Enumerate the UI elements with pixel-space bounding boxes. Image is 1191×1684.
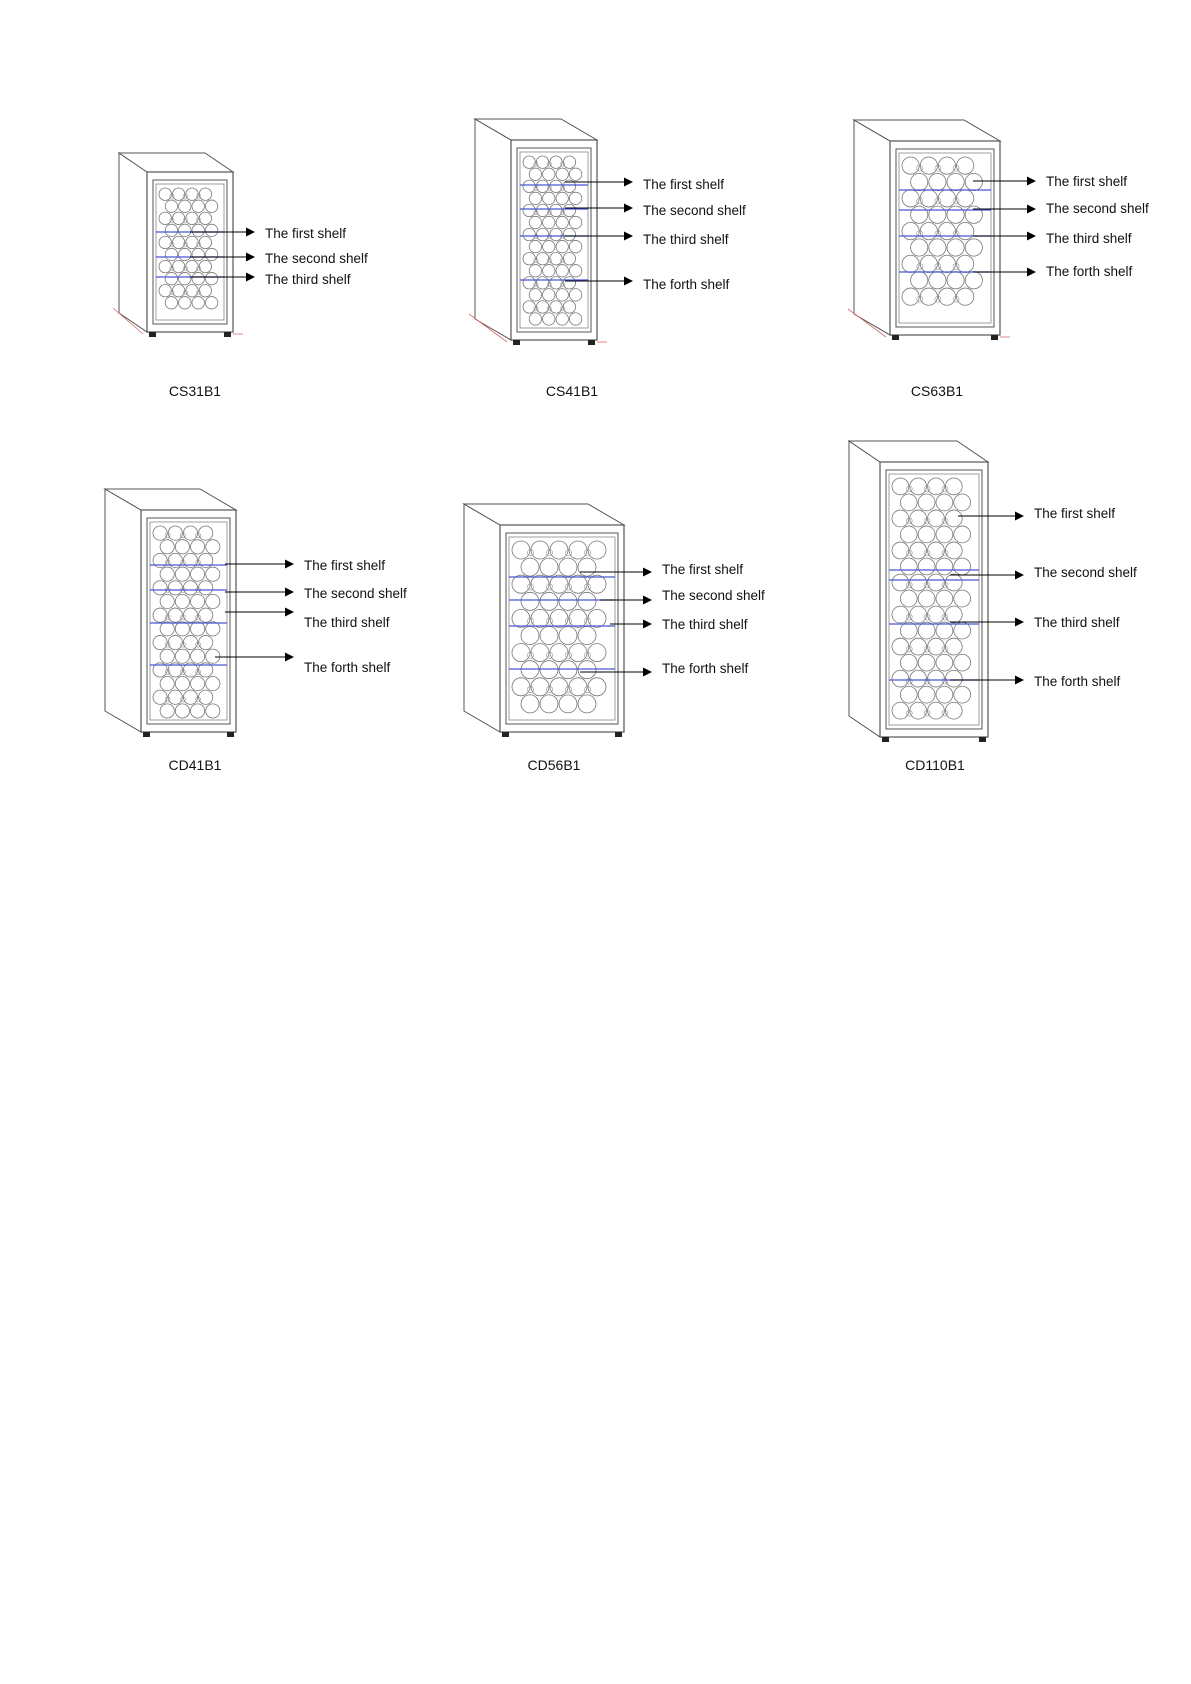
arrowhead-icon <box>1015 618 1024 627</box>
model-label: CS41B1 <box>545 383 599 399</box>
shelf-label: The third shelf <box>662 617 748 632</box>
cabinet-foot <box>224 332 231 337</box>
arrowhead-icon <box>624 232 633 241</box>
arrowhead-icon <box>643 568 652 577</box>
arrowhead-icon <box>246 253 255 262</box>
shelf-label: The third shelf <box>265 272 351 287</box>
arrowhead-icon <box>285 560 294 569</box>
cabinet-side-panel <box>119 153 147 332</box>
model-label: CS63B1 <box>910 383 964 399</box>
arrowhead-icon <box>1015 676 1024 685</box>
arrowhead-icon <box>624 204 633 213</box>
arrowhead-icon <box>285 588 294 597</box>
shelf-label: The second shelf <box>1034 565 1137 580</box>
cabinet-side-panel <box>854 120 890 335</box>
shelf-label: The first shelf <box>304 558 386 573</box>
shelf-label: The first shelf <box>662 562 744 577</box>
arrowhead-icon <box>1027 205 1036 214</box>
arrowhead-icon <box>1015 571 1024 580</box>
arrowhead-icon <box>643 596 652 605</box>
arrowhead-icon <box>1015 512 1024 521</box>
shelf-label: The second shelf <box>304 586 407 601</box>
arrowhead-icon <box>624 178 633 187</box>
cabinet-foot <box>991 335 998 340</box>
cabinet-foot <box>513 340 520 345</box>
shelf-label: The first shelf <box>643 177 725 192</box>
arrowhead-icon <box>285 653 294 662</box>
shelf-label: The second shelf <box>643 203 746 218</box>
shelf-label: The forth shelf <box>662 661 749 676</box>
cabinet-foot <box>227 732 234 737</box>
shelf-label: The first shelf <box>1046 174 1128 189</box>
shelf-label: The second shelf <box>1046 201 1149 216</box>
cabinet-foot <box>143 732 150 737</box>
shelf-label: The third shelf <box>1034 615 1120 630</box>
shelf-label: The forth shelf <box>1034 674 1121 689</box>
shelf-label: The first shelf <box>1034 506 1116 521</box>
shelf-label: The second shelf <box>662 588 765 603</box>
cabinet-side-panel <box>464 504 500 732</box>
arrowhead-icon <box>1027 177 1036 186</box>
cabinet-foot <box>149 332 156 337</box>
cabinet-foot <box>882 737 889 742</box>
model-label: CD41B1 <box>168 757 222 773</box>
wine-cooler-unit <box>469 119 746 399</box>
shelf-label: The third shelf <box>304 615 390 630</box>
shelf-label: The third shelf <box>1046 231 1132 246</box>
wine-cooler-unit <box>464 504 765 773</box>
wine-cooler-unit <box>113 153 368 399</box>
arrowhead-icon <box>1027 268 1036 277</box>
wine-cooler-unit <box>105 489 407 773</box>
cabinet-front <box>880 462 988 737</box>
cabinet-side-panel <box>475 119 511 340</box>
cabinet-front <box>147 172 233 332</box>
wine-cooler-unit <box>849 441 1137 773</box>
arrowhead-icon <box>246 228 255 237</box>
wine-cooler-unit <box>848 120 1149 399</box>
cabinet-foot <box>502 732 509 737</box>
arrowhead-icon <box>246 273 255 282</box>
arrowhead-icon <box>643 620 652 629</box>
cabinet-side-panel <box>105 489 141 732</box>
cabinet-side-panel <box>849 441 880 737</box>
model-label: CD110B1 <box>905 757 965 773</box>
cabinet-front <box>890 141 1000 335</box>
cabinet-foot <box>892 335 899 340</box>
shelf-label: The forth shelf <box>1046 264 1133 279</box>
model-label: CS31B1 <box>168 383 222 399</box>
shelf-label: The first shelf <box>265 226 347 241</box>
shelf-label: The third shelf <box>643 232 729 247</box>
arrowhead-icon <box>1027 232 1036 241</box>
model-label: CD56B1 <box>527 757 581 773</box>
cabinet-foot <box>588 340 595 345</box>
cabinet-foot <box>979 737 986 742</box>
arrowhead-icon <box>285 608 294 617</box>
shelf-label: The second shelf <box>265 251 368 266</box>
shelf-label: The forth shelf <box>643 277 730 292</box>
arrowhead-icon <box>624 277 633 286</box>
cabinet-foot <box>615 732 622 737</box>
shelf-label: The forth shelf <box>304 660 391 675</box>
arrowhead-icon <box>643 668 652 677</box>
